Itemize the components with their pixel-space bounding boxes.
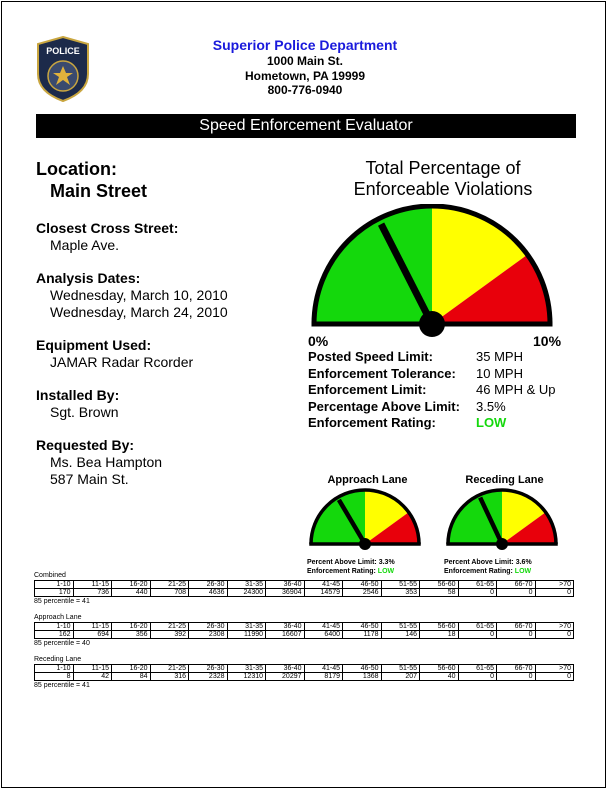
gauge-min-label: 0% — [308, 333, 329, 349]
speed-distribution-tables — [34, 572, 574, 698]
tolerance-label: Enforcement Tolerance: — [308, 365, 456, 381]
approach-count-row — [35, 631, 574, 639]
receding-lane-gauge — [442, 487, 567, 553]
gauge-title — [330, 158, 556, 200]
receding-lane-title: Receding Lane — [465, 474, 544, 486]
receding-pct-label: Percent Above Limit: — [444, 559, 514, 566]
receding-section — [34, 656, 574, 690]
count-cell: 736 — [73, 589, 112, 597]
range-cell: 66-70 — [497, 581, 536, 589]
approach-section — [34, 614, 574, 648]
range-cell: 61-65 — [458, 623, 497, 631]
cross-street-label: Closest Cross Street: — [36, 220, 179, 236]
count-cell: 0 — [497, 631, 536, 639]
pct-above-label: Percentage Above Limit: — [308, 398, 460, 414]
count-cell: 2328 — [189, 673, 228, 681]
range-cell: 66-70 — [497, 665, 536, 673]
range-cell: 51-55 — [381, 665, 420, 673]
count-cell: 11990 — [227, 631, 266, 639]
range-cell: 26-30 — [189, 581, 228, 589]
range-cell: 46-50 — [343, 581, 382, 589]
analysis-date-2: Wednesday, March 24, 2010 — [50, 304, 228, 320]
approach-percentile: 85 percentile = 40 — [34, 640, 90, 647]
tolerance-value: 10 MPH — [476, 365, 523, 381]
range-cell: 61-65 — [458, 581, 497, 589]
report-title-banner: Speed Enforcement Evaluator — [36, 114, 576, 138]
gauge-title-line1: Total Percentage of — [365, 158, 521, 178]
receding-table — [34, 664, 574, 681]
range-cell: 16-20 — [112, 665, 151, 673]
approach-rating-label: Enforcement Rating: — [307, 568, 376, 575]
count-cell: 20297 — [266, 673, 305, 681]
receding-pct-value: 3.6% — [515, 559, 532, 566]
gauge-title-line2: Enforceable Violations — [353, 179, 533, 199]
posted-limit-value: 35 MPH — [476, 349, 523, 364]
count-cell: 170 — [35, 589, 74, 597]
equipment-value: JAMAR Radar Rcorder — [50, 354, 194, 370]
police-badge-logo — [36, 36, 90, 102]
combined-section — [34, 572, 574, 606]
rating-label: Enforcement Rating: — [308, 415, 436, 430]
count-cell: 6400 — [304, 631, 343, 639]
count-cell: 392 — [150, 631, 189, 639]
posted-limit-row — [308, 349, 578, 366]
range-cell: 36-40 — [266, 581, 305, 589]
count-cell: 0 — [458, 589, 497, 597]
count-cell: 18 — [420, 631, 459, 639]
main-gauge — [306, 204, 554, 339]
enf-limit-row — [308, 382, 578, 399]
range-cell: 41-45 — [304, 581, 343, 589]
cross-street-value: Maple Ave. — [50, 237, 120, 253]
approach-pct-value: 3.3% — [378, 559, 395, 566]
combined-count-row — [35, 589, 574, 597]
count-cell: 58 — [420, 589, 459, 597]
range-cell: 1-10 — [35, 623, 74, 631]
approach-lane-title: Approach Lane — [327, 474, 408, 486]
count-cell: 694 — [73, 631, 112, 639]
range-cell: 21-25 — [150, 581, 189, 589]
count-cell: 1178 — [343, 631, 382, 639]
count-cell: 146 — [381, 631, 420, 639]
receding-table-title: Receding Lane — [34, 656, 82, 663]
range-cell: 56-60 — [420, 623, 459, 631]
range-cell: 51-55 — [381, 623, 420, 631]
count-cell: 24300 — [227, 589, 266, 597]
count-cell: 2308 — [189, 631, 228, 639]
range-cell: 41-45 — [304, 665, 343, 673]
requested-by-address: 587 Main St. — [50, 471, 129, 487]
range-cell: 16-20 — [112, 581, 151, 589]
range-cell: 1-10 — [35, 581, 74, 589]
posted-limit-label: Posted Speed Limit: — [308, 349, 433, 364]
range-cell: 36-40 — [266, 665, 305, 673]
count-cell: 8 — [35, 673, 74, 681]
enf-limit-label: Enforcement Limit: — [308, 382, 427, 397]
count-cell: 162 — [35, 631, 74, 639]
range-cell: >70 — [535, 665, 574, 673]
count-cell: 4636 — [189, 589, 228, 597]
requested-by-label: Requested By: — [36, 437, 135, 453]
range-cell: 46-50 — [343, 623, 382, 631]
range-cell: 31-35 — [227, 623, 266, 631]
location-value: Main Street — [50, 181, 148, 201]
combined-table — [34, 580, 574, 597]
address-line2: Hometown, PA 19999 — [244, 68, 366, 83]
stats-block — [308, 349, 578, 432]
combined-range-row — [35, 581, 574, 589]
approach-table — [34, 622, 574, 639]
range-cell: 26-30 — [189, 665, 228, 673]
count-cell: 0 — [458, 631, 497, 639]
receding-rating-label: Enforcement Rating: — [444, 568, 513, 575]
receding-range-row — [35, 665, 574, 673]
analysis-date-1: Wednesday, March 10, 2010 — [50, 287, 228, 303]
count-cell: 353 — [381, 589, 420, 597]
rating-value: LOW — [476, 415, 507, 430]
approach-rating-value: LOW — [377, 568, 395, 575]
installed-by-label: Installed By: — [36, 387, 120, 403]
range-cell: 11-15 — [73, 623, 112, 631]
count-cell: 708 — [150, 589, 189, 597]
receding-pct-line — [442, 558, 567, 567]
receding-lane-gauge-panel — [442, 474, 567, 576]
range-cell: 46-50 — [343, 665, 382, 673]
count-cell: 0 — [535, 673, 574, 681]
approach-pct-line — [305, 558, 430, 567]
count-cell: 0 — [497, 673, 536, 681]
count-cell: 16607 — [266, 631, 305, 639]
count-cell: 0 — [497, 589, 536, 597]
range-cell: 21-25 — [150, 665, 189, 673]
requested-by-name: Ms. Bea Hampton — [50, 454, 163, 470]
range-cell: 11-15 — [73, 665, 112, 673]
enf-limit-value: 46 MPH & Up — [476, 382, 556, 397]
pct-above-row — [308, 399, 578, 416]
gauge-hub — [496, 538, 508, 550]
count-cell: 316 — [150, 673, 189, 681]
count-cell: 12310 — [227, 673, 266, 681]
range-cell: 61-65 — [458, 665, 497, 673]
count-cell: 84 — [112, 673, 151, 681]
range-cell: 1-10 — [35, 665, 74, 673]
count-cell: 1368 — [343, 673, 382, 681]
analysis-dates-label: Analysis Dates: — [36, 270, 141, 286]
tolerance-row — [308, 366, 578, 383]
installed-by-value: Sgt. Brown — [50, 404, 119, 420]
gauge-hub — [359, 538, 371, 550]
range-cell: 41-45 — [304, 623, 343, 631]
receding-rating-value: LOW — [514, 568, 532, 575]
range-cell: 56-60 — [420, 581, 459, 589]
combined-title: Combined — [34, 572, 66, 579]
count-cell: 0 — [458, 673, 497, 681]
range-cell: 21-25 — [150, 623, 189, 631]
gauge-max-label: 10% — [533, 333, 562, 349]
location-label: Location: — [36, 159, 117, 179]
approach-range-row — [35, 623, 574, 631]
department-header — [140, 37, 470, 98]
count-cell: 0 — [535, 589, 574, 597]
count-cell: 40 — [420, 673, 459, 681]
range-cell: 11-15 — [73, 581, 112, 589]
count-cell: 8179 — [304, 673, 343, 681]
count-cell: 42 — [73, 673, 112, 681]
range-cell: 16-20 — [112, 623, 151, 631]
range-cell: 36-40 — [266, 623, 305, 631]
count-cell: 0 — [535, 631, 574, 639]
range-cell: >70 — [535, 623, 574, 631]
range-cell: 31-35 — [227, 581, 266, 589]
range-cell: 31-35 — [227, 665, 266, 673]
count-cell: 36904 — [266, 589, 305, 597]
pct-above-value: 3.5% — [476, 398, 506, 414]
range-cell: 26-30 — [189, 623, 228, 631]
receding-count-row — [35, 673, 574, 681]
phone: 800-776-0940 — [267, 83, 343, 97]
approach-lane-gauge-panel — [305, 474, 430, 576]
equipment-label: Equipment Used: — [36, 337, 152, 353]
range-cell: 66-70 — [497, 623, 536, 631]
approach-table-title: Approach Lane — [34, 614, 82, 621]
rating-row — [308, 415, 578, 432]
approach-pct-label: Percent Above Limit: — [307, 559, 377, 566]
org-name: Superior Police Department — [212, 37, 398, 53]
gauge-hub — [419, 311, 445, 337]
combined-percentile: 85 percentile = 41 — [34, 598, 90, 605]
svg-text:POLICE: POLICE — [46, 46, 80, 56]
address-line1: 1000 Main St. — [266, 54, 344, 68]
details-column — [36, 158, 296, 488]
count-cell: 356 — [112, 631, 151, 639]
receding-percentile: 85 percentile = 41 — [34, 682, 90, 689]
count-cell: 207 — [381, 673, 420, 681]
range-cell: 56-60 — [420, 665, 459, 673]
approach-lane-gauge — [305, 487, 430, 553]
count-cell: 14579 — [304, 589, 343, 597]
range-cell: >70 — [535, 581, 574, 589]
range-cell: 51-55 — [381, 581, 420, 589]
count-cell: 2546 — [343, 589, 382, 597]
count-cell: 440 — [112, 589, 151, 597]
